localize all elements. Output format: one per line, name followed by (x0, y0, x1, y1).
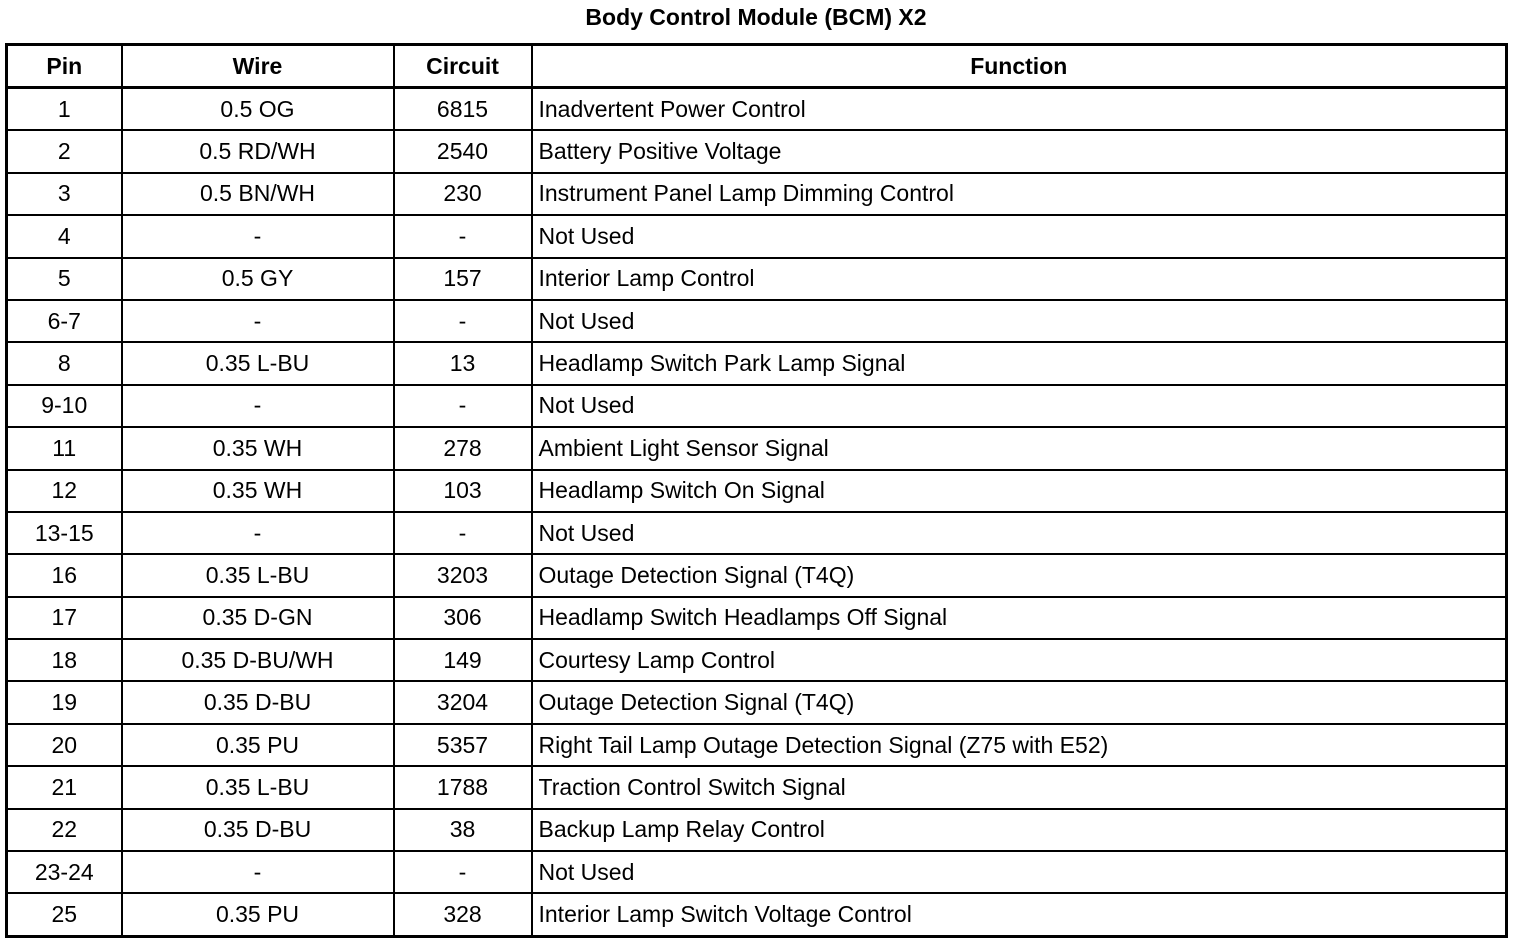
pin-cell: 18 (7, 639, 122, 681)
function-cell: Ambient Light Sensor Signal (532, 427, 1507, 469)
table-row (7, 639, 1507, 681)
function-cell: Backup Lamp Relay Control (532, 809, 1507, 851)
table-row (7, 342, 1507, 384)
circuit-cell: 3204 (394, 681, 532, 723)
function-cell: Traction Control Switch Signal (532, 766, 1507, 808)
circuit-cell: - (394, 385, 532, 427)
circuit-cell: - (394, 512, 532, 554)
wire-cell: 0.35 D-GN (122, 597, 394, 639)
circuit-cell: 306 (394, 597, 532, 639)
wire-cell: 0.35 L-BU (122, 766, 394, 808)
function-cell: Headlamp Switch Park Lamp Signal (532, 342, 1507, 384)
function-cell: Inadvertent Power Control (532, 88, 1507, 131)
pin-cell: 23-24 (7, 851, 122, 893)
function-cell: Outage Detection Signal (T4Q) (532, 681, 1507, 723)
table-row (7, 512, 1507, 554)
function-cell: Not Used (532, 300, 1507, 342)
circuit-cell: 149 (394, 639, 532, 681)
wire-cell: - (122, 215, 394, 257)
function-cell: Courtesy Lamp Control (532, 639, 1507, 681)
table-row (7, 554, 1507, 596)
header-wire: Wire (122, 45, 394, 88)
table-row (7, 130, 1507, 172)
table-row (7, 724, 1507, 766)
wire-cell: 0.5 OG (122, 88, 394, 131)
pin-cell: 16 (7, 554, 122, 596)
pin-cell: 3 (7, 173, 122, 215)
circuit-cell: 2540 (394, 130, 532, 172)
circuit-cell: 278 (394, 427, 532, 469)
wire-cell: 0.35 L-BU (122, 342, 394, 384)
pin-cell: 22 (7, 809, 122, 851)
pin-cell: 21 (7, 766, 122, 808)
wire-cell: 0.35 L-BU (122, 554, 394, 596)
pin-cell: 6-7 (7, 300, 122, 342)
circuit-cell: 38 (394, 809, 532, 851)
pin-cell: 8 (7, 342, 122, 384)
pin-cell: 1 (7, 88, 122, 131)
header-pin: Pin (7, 45, 122, 88)
wire-cell: 0.35 D-BU/WH (122, 639, 394, 681)
circuit-cell: - (394, 215, 532, 257)
table-row (7, 215, 1507, 257)
circuit-cell: 328 (394, 893, 532, 936)
pin-cell: 12 (7, 470, 122, 512)
circuit-cell: 6815 (394, 88, 532, 131)
pin-cell: 13-15 (7, 512, 122, 554)
table-row (7, 88, 1507, 131)
table-row (7, 300, 1507, 342)
table-row (7, 173, 1507, 215)
wire-cell: 0.35 PU (122, 724, 394, 766)
circuit-cell: 103 (394, 470, 532, 512)
header-circuit: Circuit (394, 45, 532, 88)
wire-cell: 0.35 WH (122, 470, 394, 512)
wire-cell: 0.5 GY (122, 258, 394, 300)
function-cell: Headlamp Switch On Signal (532, 470, 1507, 512)
function-cell: Right Tail Lamp Outage Detection Signal (Z75 with E52) (532, 724, 1507, 766)
table-row (7, 385, 1507, 427)
wire-cell: 0.35 D-BU (122, 809, 394, 851)
pin-cell: 4 (7, 215, 122, 257)
table-row (7, 851, 1507, 893)
circuit-cell: 1788 (394, 766, 532, 808)
table-row (7, 766, 1507, 808)
pin-cell: 2 (7, 130, 122, 172)
circuit-cell: - (394, 300, 532, 342)
circuit-cell: 3203 (394, 554, 532, 596)
circuit-cell: 13 (394, 342, 532, 384)
table-row (7, 470, 1507, 512)
wire-cell: - (122, 512, 394, 554)
wire-cell: 0.35 WH (122, 427, 394, 469)
wire-cell: - (122, 851, 394, 893)
function-cell: Not Used (532, 385, 1507, 427)
header-row (7, 45, 1507, 88)
wire-cell: - (122, 385, 394, 427)
table-row (7, 893, 1507, 936)
pin-cell: 19 (7, 681, 122, 723)
table-row (7, 597, 1507, 639)
pin-cell: 5 (7, 258, 122, 300)
table-row (7, 681, 1507, 723)
table-body (7, 88, 1507, 937)
wire-cell: 0.35 D-BU (122, 681, 394, 723)
pin-cell: 11 (7, 427, 122, 469)
header-function: Function (532, 45, 1507, 88)
wire-cell: - (122, 300, 394, 342)
function-cell: Interior Lamp Switch Voltage Control (532, 893, 1507, 936)
table-row (7, 258, 1507, 300)
table-header (7, 45, 1507, 88)
function-cell: Not Used (532, 512, 1507, 554)
pin-cell: 20 (7, 724, 122, 766)
circuit-cell: 5357 (394, 724, 532, 766)
pin-cell: 25 (7, 893, 122, 936)
function-cell: Not Used (532, 215, 1507, 257)
function-cell: Outage Detection Signal (T4Q) (532, 554, 1507, 596)
page-title: Body Control Module (BCM) X2 (585, 4, 927, 30)
circuit-cell: 157 (394, 258, 532, 300)
wire-cell: 0.5 BN/WH (122, 173, 394, 215)
circuit-cell: 230 (394, 173, 532, 215)
pinout-table (5, 43, 1508, 938)
function-cell: Battery Positive Voltage (532, 130, 1507, 172)
circuit-cell: - (394, 851, 532, 893)
function-cell: Not Used (532, 851, 1507, 893)
wire-cell: 0.5 RD/WH (122, 130, 394, 172)
function-cell: Headlamp Switch Headlamps Off Signal (532, 597, 1507, 639)
function-cell: Instrument Panel Lamp Dimming Control (532, 173, 1507, 215)
pin-cell: 17 (7, 597, 122, 639)
table-row (7, 427, 1507, 469)
pin-cell: 9-10 (7, 385, 122, 427)
function-cell: Interior Lamp Control (532, 258, 1507, 300)
wire-cell: 0.35 PU (122, 893, 394, 936)
table-row (7, 809, 1507, 851)
